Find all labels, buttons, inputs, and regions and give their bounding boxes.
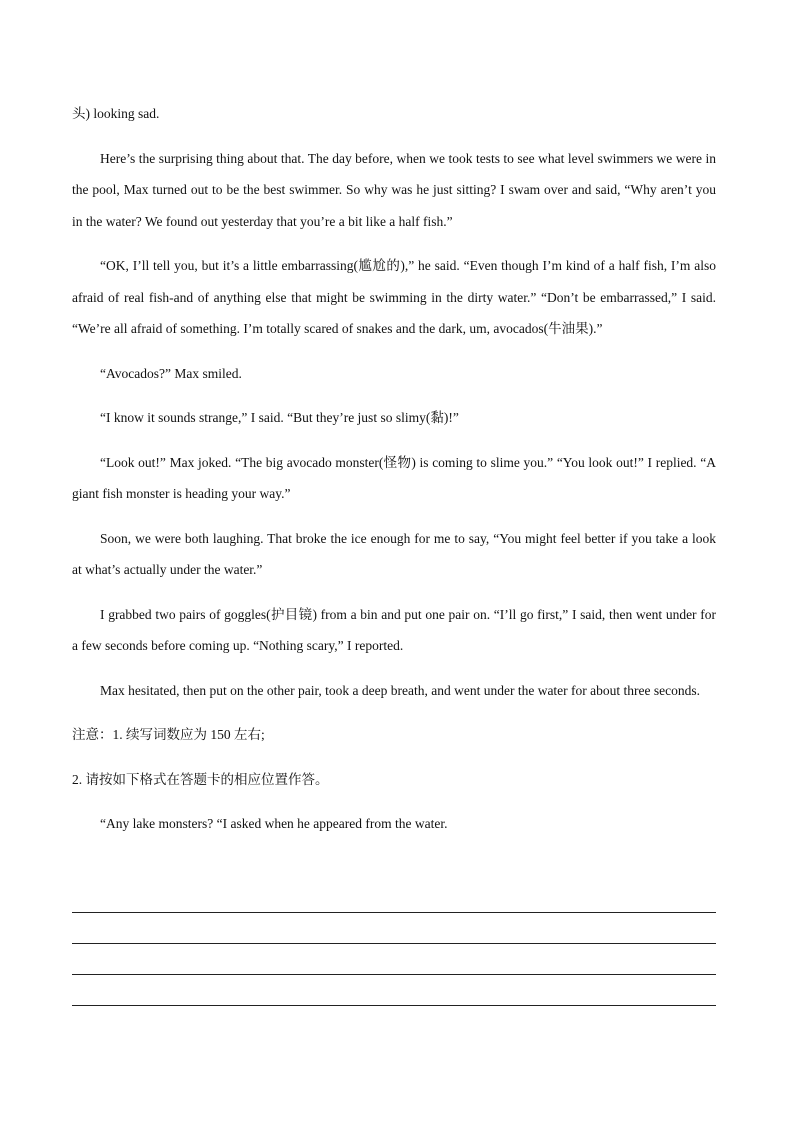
paragraph-max-hesitated: Max hesitated, then put on the other pair, took a deep breath, and went under the water for about three seconds. [100, 682, 701, 698]
paragraph-avocados-smile: “Avocados?” Max smiled. [100, 365, 242, 381]
answer-line[interactable] [72, 943, 716, 974]
paragraph-surprising-thing: Here’s the surprising thing about that. The day before, when we took tests to see what level swimmers we were in the pool, Max turned out to be the best swimmer. So why was he just sitting? I swam over and said, “Why aren’t you in the water? We found out yesterday that you’re a bit like a half fish.” [72, 150, 716, 229]
paragraph-laughing: Soon, we were both laughing. That broke the ice enough for me to say, “You might feel better if you take a look at what’s actually under the water.” [72, 530, 716, 577]
paragraph-slimy: “I know it sounds strange,” I said. “But they’re just so slimy(黏)!” [100, 410, 459, 425]
paragraph-embarrassing: “OK, I’ll tell you, but it’s a little embarrassing(尴尬的),” he said. “Even though I’m kind of a half fish, I’m also afraid of real fish-and of anything else that might be swimming in the dirty water.” “Don’t be embarrassed,” I said. “We’re all afraid of something. I’m totally scared of snakes and the dark, um, avocados(牛油果).” [72, 258, 716, 336]
note-word-count: 注意：1. 续写词数应为 150 左右; [72, 727, 265, 742]
answer-line[interactable] [72, 974, 716, 1005]
paragraph-look-out: “Look out!” Max joked. “The big avocado monster(怪物) is coming to slime you.” “You look out!” I replied. “A giant fish monster is heading your way.” [72, 454, 716, 501]
answer-line[interactable] [72, 1005, 716, 1036]
prompt-sentence: “Any lake monsters? “I asked when he appeared from the water. [100, 816, 448, 831]
note-format: 2. 请按如下格式在答题卡的相应位置作答。 [72, 771, 329, 787]
answer-lines [72, 912, 716, 1036]
answer-line[interactable] [72, 912, 716, 943]
paragraph-goggles: I grabbed two pairs of goggles(护目镜) from a bin and put one pair on. “I’ll go first,” I said, then went under for a few seconds before coming up. “Nothing scary,” I reported. [72, 606, 716, 653]
paragraph-continued: 头) looking sad. [72, 106, 160, 121]
